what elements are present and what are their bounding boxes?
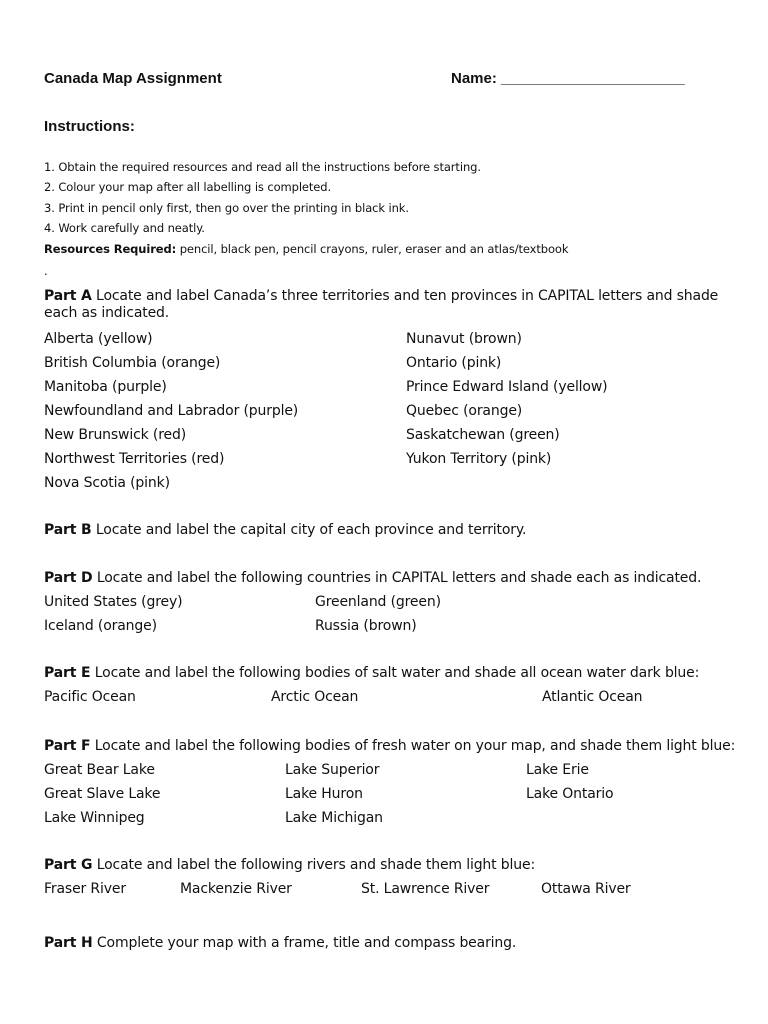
name-field-label: Name: ______________________ [451, 70, 685, 87]
list-item: Russia (brown) [315, 618, 417, 634]
instruction-item: 2. Colour your map after all labelling is completed. [44, 180, 332, 194]
resources-text: pencil, black pen, pencil crayons, ruler, eraser and an atlas/textbook [176, 242, 569, 256]
list-item: Arctic Ocean [271, 689, 359, 705]
list-item: Lake Erie [526, 762, 589, 778]
part-g-text: Locate and label the following rivers and shade them light blue: [92, 857, 536, 873]
part-h-text: Complete your map with a frame, title and compass bearing. [92, 935, 517, 951]
list-item: Lake Superior [285, 762, 380, 778]
instruction-item: 3. Print in pencil only first, then go over the printing in black ink. [44, 201, 409, 215]
part-h-heading [44, 935, 516, 951]
instruction-item: 4. Work carefully and neatly. [44, 221, 205, 235]
part-e-text: Locate and label the following bodies of salt water and shade all ocean water dark blue: [90, 665, 700, 681]
list-item: Prince Edward Island (yellow) [406, 379, 608, 395]
list-item: Ottawa River [541, 881, 631, 897]
list-item: Pacific Ocean [44, 689, 136, 705]
list-item: Northwest Territories (red) [44, 451, 225, 467]
part-b-text: Locate and label the capital city of each province and territory. [91, 522, 527, 538]
resources-line [44, 242, 568, 256]
instruction-item: 1. Obtain the required resources and read all the instructions before starting. [44, 160, 481, 174]
part-a-text: Locate and label Canada’s three territories and ten provinces in CAPITAL letters and shade each as indicated. [44, 288, 719, 321]
list-item: Atlantic Ocean [542, 689, 643, 705]
list-item: Lake Huron [285, 786, 363, 802]
list-item: Manitoba (purple) [44, 379, 167, 395]
part-a-heading [44, 288, 734, 322]
list-item: Lake Ontario [526, 786, 614, 802]
list-item: New Brunswick (red) [44, 427, 187, 443]
list-item: Lake Winnipeg [44, 810, 145, 826]
part-e-heading [44, 665, 699, 681]
list-item: Yukon Territory (pink) [406, 451, 552, 467]
part-g-heading [44, 857, 535, 873]
list-item: Nunavut (brown) [406, 331, 522, 347]
list-item: Ontario (pink) [406, 355, 502, 371]
part-f-label: Part F [44, 738, 91, 754]
list-item: Greenland (green) [315, 594, 441, 610]
list-item: Alberta (yellow) [44, 331, 153, 347]
list-item: Nova Scotia (pink) [44, 475, 170, 491]
list-item: Great Slave Lake [44, 786, 161, 802]
part-f-heading [44, 738, 735, 754]
part-d-text: Locate and label the following countries in CAPITAL letters and shade each as indicated. [92, 570, 702, 586]
part-f-text: Locate and label the following bodies of fresh water on your map, and shade them light blue: [90, 738, 736, 754]
document-title: Canada Map Assignment [44, 70, 222, 87]
list-item: United States (grey) [44, 594, 183, 610]
part-d-label: Part D [44, 570, 93, 586]
list-item: Newfoundland and Labrador (purple) [44, 403, 299, 419]
part-a-label: Part A [44, 288, 92, 304]
list-item: British Columbia (orange) [44, 355, 221, 371]
list-item: Great Bear Lake [44, 762, 155, 778]
part-e-label: Part E [44, 665, 91, 681]
list-item: Mackenzie River [180, 881, 292, 897]
part-b-label: Part B [44, 522, 92, 538]
list-item: Lake Michigan [285, 810, 383, 826]
stray-dot: . [44, 264, 48, 278]
list-item: Fraser River [44, 881, 126, 897]
list-item: Quebec (orange) [406, 403, 523, 419]
part-g-label: Part G [44, 857, 93, 873]
part-d-heading [44, 570, 701, 586]
list-item: Saskatchewan (green) [406, 427, 560, 443]
part-h-label: Part H [44, 935, 93, 951]
part-b-heading [44, 522, 526, 538]
list-item: Iceland (orange) [44, 618, 157, 634]
list-item: St. Lawrence River [361, 881, 490, 897]
instructions-heading: Instructions: [44, 118, 135, 135]
resources-label: Resources Required: [44, 242, 177, 256]
